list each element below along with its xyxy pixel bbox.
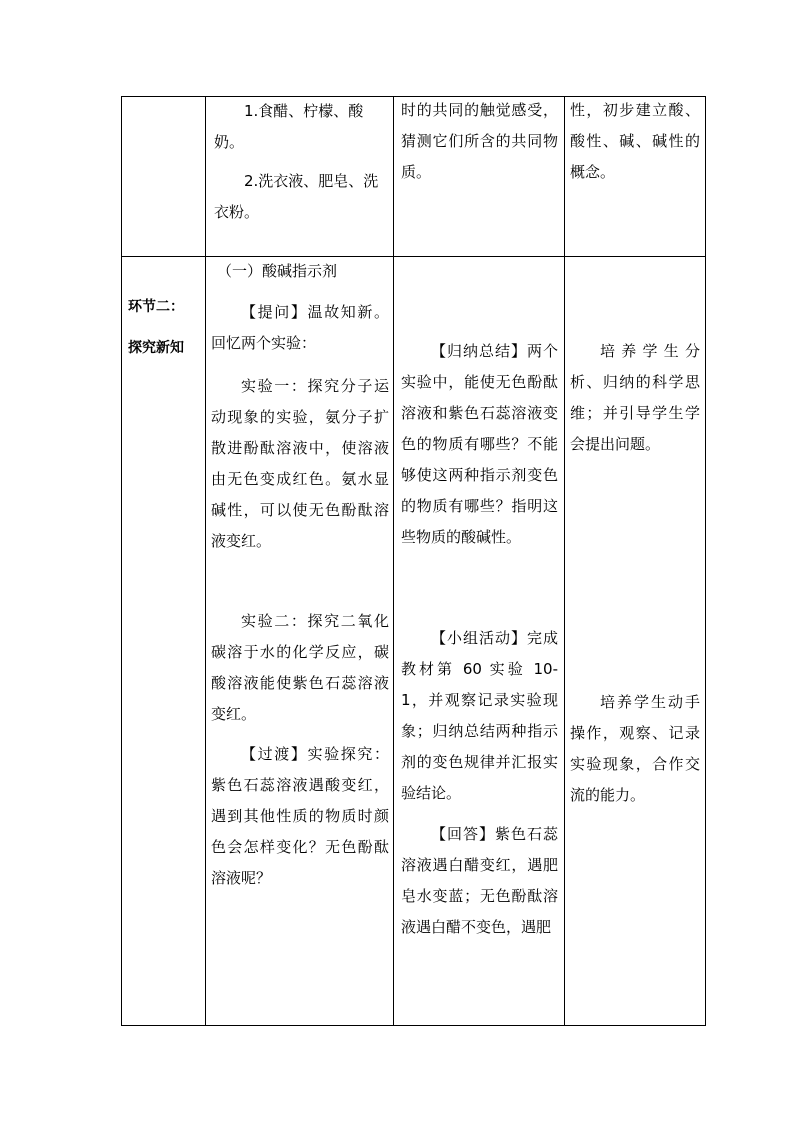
group-activity: 【小组活动】完成教材第 60 实验 10-1，并观察记录实验现象；归纳总结两种指示剂的变色规律并汇报实验结论。 — [401, 629, 558, 802]
answer-activity: 【回答】紫色石蕊溶液遇白醋变红，遇肥皂水变蓝；无色酚酞溶液遇白醋不变色，遇肥 — [401, 825, 558, 936]
row1-student-activity-cell — [401, 95, 558, 188]
summary-activity: 【归纳总结】两个实验中，能使无色酚酞溶液和紫色石蕊溶液变色的物质有哪些？不能够使这两种指示剂变色的物质有哪些？指明这些物质的酸碱性。 — [401, 342, 558, 546]
row1-student-activity: 时的共同的触觉感受，猜测它们所含的共同物质。 — [401, 101, 558, 181]
column-divider-3 — [564, 96, 565, 1026]
row2-student-activity-cell — [401, 336, 558, 943]
experiment-1: 实验一：探究分子运动现象的实验，氨分子扩散进酚酞溶液中，使溶液由无色变成红色。氨水显碱性，可以使无色酚酞溶液变红。 — [211, 377, 389, 550]
row1-design-intent: 性，初步建立酸、酸性、碱、碱性的概念。 — [570, 101, 700, 181]
section-title: （一）酸碱指示剂 — [217, 262, 338, 280]
transition-text: 【过渡】实验探究：紫色石蕊溶液遇酸变红，遇到其他性质的物质时颜色会怎样变化？无色酚酞溶液呢？ — [211, 745, 389, 887]
design-intent-1: 培养学生分析、归纳的科学思维；并引导学生学会提出问题。 — [570, 342, 700, 453]
row-divider — [121, 256, 706, 257]
table-border-right — [705, 96, 706, 1026]
row2-design-intent-cell — [570, 336, 700, 811]
table-border-left — [121, 96, 122, 1026]
stage-label-cell — [128, 292, 202, 364]
table-border-bottom — [121, 1025, 706, 1026]
design-intent-2: 培养学生动手操作，观察、记录实验现象，合作交流的能力。 — [570, 693, 700, 804]
content-item-1: 1.食醋、柠檬、酸奶。 — [214, 102, 364, 151]
question-prompt: 【提问】温故知新。回忆两个实验： — [211, 303, 389, 352]
row1-design-intent-cell — [570, 95, 700, 188]
column-divider-1 — [205, 96, 206, 1026]
row2-content-cell — [211, 256, 389, 894]
column-divider-2 — [393, 96, 394, 1026]
experiment-2: 实验二：探究二氧化碳溶于水的化学反应，碳酸溶液能使紫色石蕊溶液变红。 — [211, 612, 389, 723]
lesson-plan-table — [121, 96, 706, 1026]
row1-content-cell — [214, 96, 388, 228]
stage-title: 探究新知 — [128, 340, 184, 356]
stage-label: 环节二： — [128, 299, 184, 315]
content-item-2: 2.洗衣液、肥皂、洗衣粉。 — [214, 172, 379, 221]
